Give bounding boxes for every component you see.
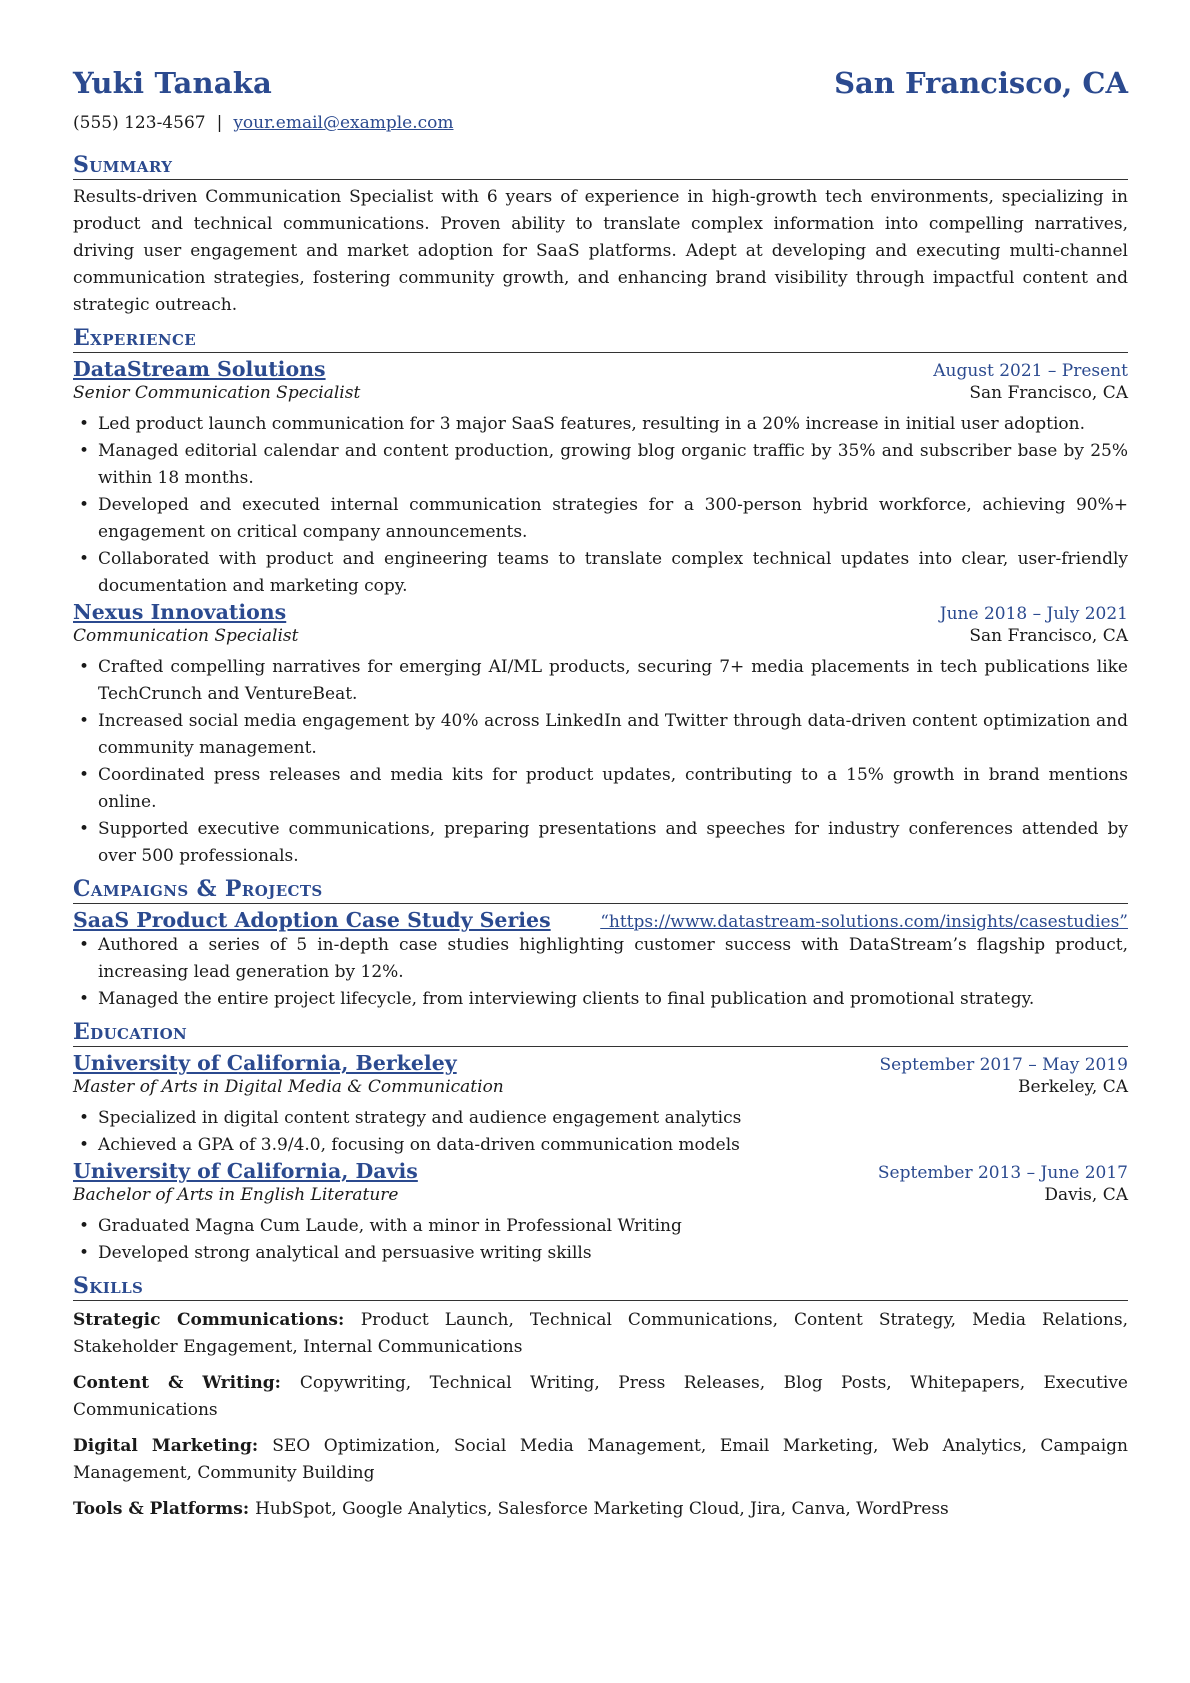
skill-group xyxy=(73,1370,1128,1424)
bullet-item: • Specialized in digital content strategy and audience engagement analytics xyxy=(79,1108,742,1128)
bullet-item: • Increased social media engagement by 40% across LinkedIn and Twitter through data-driven content optimization and community management. xyxy=(79,711,1128,758)
skills-section xyxy=(73,1273,1128,1523)
skill-group xyxy=(73,1433,1128,1487)
bullet-item: • Managed editorial calendar and content production, growing blog organic traffic by 35% and subscriber base by 25% within 18 months. xyxy=(79,441,1128,488)
job-dates: June 2018 – July 2021 xyxy=(939,604,1128,624)
education-entry xyxy=(73,1051,1128,1159)
bullet-item: • Developed strong analytical and persuasive writing skills xyxy=(79,1243,592,1263)
contact-separator: | xyxy=(216,113,223,133)
school-link[interactable]: University of California, Davis xyxy=(73,1159,418,1183)
bullet-item: • Managed the entire project lifecycle, from interviewing clients to final publication and promotional strategy. xyxy=(79,989,1035,1009)
skill-group-label: Content & Writing: xyxy=(73,1373,300,1393)
bullet-text: Coordinated press releases and media kits for product updates, contributing to a 15% growth in brand mentions online. xyxy=(98,765,1128,812)
bullet-item: • Coordinated press releases and media kits for product updates, contributing to a 15% growth in brand mentions online. xyxy=(79,765,1128,812)
bullet-text: Crafted compelling narratives for emerging AI/ML products, securing 7+ media placements in tech publications like TechCrunch and VentureBeat. xyxy=(98,657,1128,704)
project-url-link[interactable]: “https://www.datastream-solutions.com/insights/casestudies” xyxy=(600,912,1128,932)
company-link[interactable]: DataStream Solutions xyxy=(73,357,326,381)
summary-text: Results-driven Communication Specialist with 6 years of experience in high-growth tech environments, specializing in product and technical communications. Proven ability to translate complex information into compelling narratives, driving user engagement and market adoption for SaaS platforms. Adept at developing and executing multi-channel communication strategies, fostering community growth, and enhancing brand visibility through impactful content and strategic outreach. xyxy=(73,187,1128,315)
job-bullets xyxy=(73,411,1128,600)
bullet-item: • Developed and executed internal communication strategies for a 300-person hybrid workforce, achieving 90%+ engagement on critical company announcements. xyxy=(79,495,1128,542)
header-location: San Francisco, CA xyxy=(834,66,1128,100)
education-section xyxy=(73,1019,1128,1267)
school-subheader-row xyxy=(73,1077,1128,1097)
bullet-item: • Led product launch communication for 3 major SaaS features, resulting in a 20% increase in initial user adoption. xyxy=(79,414,1086,434)
skill-group-label: Strategic Communications: xyxy=(73,1310,361,1330)
school-bullets xyxy=(73,1213,1128,1267)
bullet-text: Managed editorial calendar and content production, growing blog organic traffic by 35% and subscriber base by 25% within 18 months. xyxy=(98,441,1128,488)
summary-section xyxy=(73,152,1128,319)
contact-line xyxy=(73,112,1128,134)
bullet-text: Collaborated with product and engineering teams to translate complex technical updates into clear, user-friendly documentation and marketing copy. xyxy=(98,549,1128,596)
education-entry xyxy=(73,1159,1128,1267)
school-bullets xyxy=(73,1105,1128,1159)
project-header-row xyxy=(73,908,1128,932)
school-dates: September 2017 – May 2019 xyxy=(879,1055,1128,1075)
job-location: San Francisco, CA xyxy=(969,626,1128,646)
email-link[interactable]: your.email@example.com xyxy=(233,113,454,133)
job-header-row xyxy=(73,357,1128,381)
experience-section xyxy=(73,325,1128,870)
skill-group-items: Product Launch, Technical Communications, Content Strategy, Media Relations, Stakeholder Engagement, Internal Communications xyxy=(73,1310,1129,1357)
school-dates: September 2013 – June 2017 xyxy=(877,1163,1128,1183)
skill-group-items: HubSpot, Google Analytics, Salesforce Marketing Cloud, Jira, Canva, WordPress xyxy=(255,1499,949,1519)
skill-group xyxy=(73,1496,1128,1523)
bullet-item: • Crafted compelling narratives for emerging AI/ML products, securing 7+ media placements in tech publications like TechCrunch and VentureBeat. xyxy=(79,657,1128,704)
skill-group-items: Copywriting, Technical Writing, Press Releases, Blog Posts, Whitepapers, Executive Communications xyxy=(73,1373,1128,1420)
job-header-row xyxy=(73,600,1128,624)
projects-section xyxy=(73,876,1128,1013)
school-location: Davis, CA xyxy=(1044,1185,1128,1205)
bullet-text: Authored a series of 5 in-depth case studies highlighting customer success with DataStream’s flagship product, increasing lead generation by 12%. xyxy=(98,935,1128,982)
bullet-item: • Graduated Magna Cum Laude, with a minor in Professional Writing xyxy=(79,1216,682,1236)
job-entry xyxy=(73,357,1128,600)
skill-group-label: Digital Marketing: xyxy=(73,1436,273,1456)
bullet-text: Supported executive communications, preparing presentations and speeches for industry conferences attended by over 500 professionals. xyxy=(98,819,1128,866)
bullet-item: • Collaborated with product and engineering teams to translate complex technical updates into clear, user-friendly documentation and marketing copy. xyxy=(79,549,1128,596)
job-entry xyxy=(73,600,1128,870)
job-title: Communication Specialist xyxy=(73,626,299,646)
job-subheader-row xyxy=(73,626,1128,646)
bullet-text: Increased social media engagement by 40% across LinkedIn and Twitter through data-driven content optimization and community management. xyxy=(98,711,1128,758)
job-location: San Francisco, CA xyxy=(969,383,1128,403)
bullet-item: • Supported executive communications, preparing presentations and speeches for industry conferences attended by over 500 professionals. xyxy=(79,819,1128,866)
school-location: Berkeley, CA xyxy=(1018,1077,1128,1097)
phone-number: (555) 123-4567 xyxy=(73,113,206,133)
bullet-text: Developed strong analytical and persuasive writing skills xyxy=(98,1243,592,1263)
school-subheader-row xyxy=(73,1185,1128,1205)
job-bullets xyxy=(73,654,1128,870)
bullet-text: Managed the entire project lifecycle, from interviewing clients to final publication and promotional strategy. xyxy=(98,989,1035,1009)
job-subheader-row xyxy=(73,383,1128,403)
bullet-text: Achieved a GPA of 3.9/4.0, focusing on data-driven communication models xyxy=(98,1135,740,1155)
job-title: Senior Communication Specialist xyxy=(73,383,361,403)
bullet-text: Specialized in digital content strategy and audience engagement analytics xyxy=(98,1108,742,1128)
section-title-education: Education xyxy=(73,1019,1128,1047)
skill-group-items: SEO Optimization, Social Media Management, Email Marketing, Web Analytics, Campaign Management, Community Building xyxy=(73,1436,1128,1483)
bullet-text: Graduated Magna Cum Laude, with a minor in Professional Writing xyxy=(98,1216,682,1236)
bullet-item: • Achieved a GPA of 3.9/4.0, focusing on data-driven communication models xyxy=(79,1135,740,1155)
bullet-text: Led product launch communication for 3 major SaaS features, resulting in a 20% increase in initial user adoption. xyxy=(98,414,1086,434)
skill-group xyxy=(73,1307,1128,1361)
school-link[interactable]: University of California, Berkeley xyxy=(73,1051,457,1075)
bullet-item: • Authored a series of 5 in-depth case studies highlighting customer success with DataStream’s flagship product, increasing lead generation by 12%. xyxy=(79,935,1128,982)
degree: Bachelor of Arts in English Literature xyxy=(73,1185,399,1205)
candidate-name: Yuki Tanaka xyxy=(73,66,273,100)
section-title-experience: Experience xyxy=(73,325,1128,353)
section-title-summary: Summary xyxy=(73,152,1128,180)
job-dates: August 2021 – Present xyxy=(933,361,1128,381)
skill-group-label: Tools & Platforms: xyxy=(73,1499,256,1519)
section-title-projects: Campaigns & Projects xyxy=(73,876,1128,904)
resume-page xyxy=(73,60,1128,1523)
project-name-link[interactable]: SaaS Product Adoption Case Study Series xyxy=(73,908,551,932)
section-title-skills: Skills xyxy=(73,1273,1128,1301)
project-bullets xyxy=(73,932,1128,1013)
resume-header xyxy=(73,60,1128,100)
school-header-row xyxy=(73,1159,1128,1183)
school-header-row xyxy=(73,1051,1128,1075)
company-link[interactable]: Nexus Innovations xyxy=(73,600,287,624)
degree: Master of Arts in Digital Media & Communication xyxy=(73,1077,504,1097)
bullet-text: Developed and executed internal communication strategies for a 300-person hybrid workforce, achieving 90%+ engagement on critical company announcements. xyxy=(98,495,1128,542)
